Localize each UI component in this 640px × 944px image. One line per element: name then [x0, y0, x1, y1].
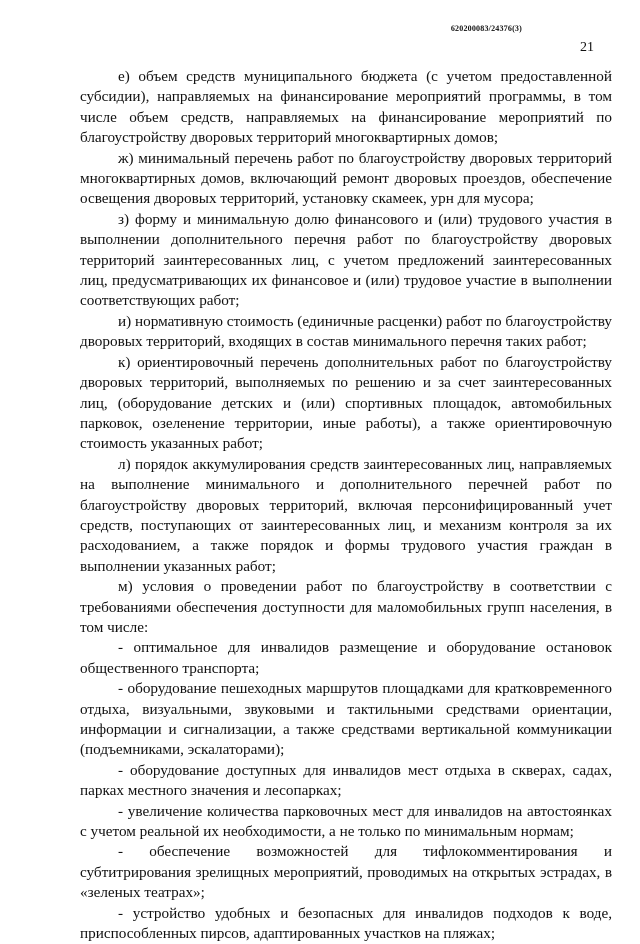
document-body [80, 67, 612, 944]
paragraph-i: и) нормативную стоимость (единичные расценки) работ по благоустройству дворовых территорий, входящих в состав минимального перечня таких работ; [80, 312, 612, 351]
list-item-water-access: - устройство удобных и безопасных для инвалидов подходов к воде, приспособленных пирсов, адаптированных участков на пляжах; [80, 904, 612, 943]
paragraph-e: е) объем средств муниципального бюджета (с учетом предоставленной субсидии), направляемых на финансирование мероприятий программы, в том числе объем средств, направляемых на финансирование мероприятий по благоустройству дворовых территорий многоквартирных домов; [80, 68, 612, 147]
list-item-bus-stops: - оптимальное для инвалидов размещение и оборудование остановок общественного транспорта; [80, 639, 612, 677]
paragraph-zh: ж) минимальный перечень работ по благоустройству дворовых территорий многоквартирных домов, включающий ремонт дворовых проездов, обеспечение освещения дворовых территорий, установку скамеек, урн для мусора; [80, 149, 612, 208]
list-item-parking: - увеличение количества парковочных мест для инвалидов на автостоянках с учетом реальной их необходимости, а не только по минимальным нормам; [80, 802, 612, 841]
paragraph-z: з) форму и минимальную долю финансового и (или) трудового участия в выполнении дополнительного перечня работ по благоустройству дворовых территорий заинтересованных лиц, с учетом предложений заинтересованных лиц, предусматривающих их финансовое и (или) трудовое участие в выполнении соответствующих работ; [80, 210, 612, 310]
document-code: 620200083/24376(3) [450, 24, 522, 33]
paragraph-k: к) ориентировочный перечень дополнительных работ по благоустройству дворовых территорий, выполняемых по решению и за счет заинтересованных лиц, (оборудование детских и (или) спортивных площадок, автомобильных парковок, озеленение территории, иные работы), а также ориентировочную стоимость указанных работ; [80, 353, 612, 453]
paragraph-m: м) условия о проведении работ по благоустройству в соответствии с требованиями обеспечения доступности для маломобильных групп населения, в том числе: [80, 578, 612, 636]
page-number: 21 [580, 40, 594, 55]
list-item-subtitling: - обеспечение возможностей для тифлокомментирования и субтитрирования зрелищных мероприятий, проводимых на открытых эстрадах, в «зеленых театрах»; [80, 843, 612, 902]
list-item-rest-areas: - оборудование доступных для инвалидов мест отдыха в скверах, садах, парках местного значения и лесопарках; [80, 761, 612, 800]
list-item-pedestrian-routes: - оборудование пешеходных маршрутов площадками для кратковременного отдыха, визуальными, звуковыми и тактильными средствами ориентации, информации и сигнализации, а также средствами вертикальной коммуникации (подъемниками, эскалаторами); [80, 680, 612, 759]
paragraph-l: л) порядок аккумулирования средств заинтересованных лиц, направляемых на выполнение минимального и дополнительного перечней работ по благоустройству дворовых территорий, включая персонифицированный учет средств, поступающих от заинтересованных лиц, и механизм контроля за их расходованием, а также порядок и формы трудового участия граждан в выполнении указанных работ; [80, 455, 612, 575]
